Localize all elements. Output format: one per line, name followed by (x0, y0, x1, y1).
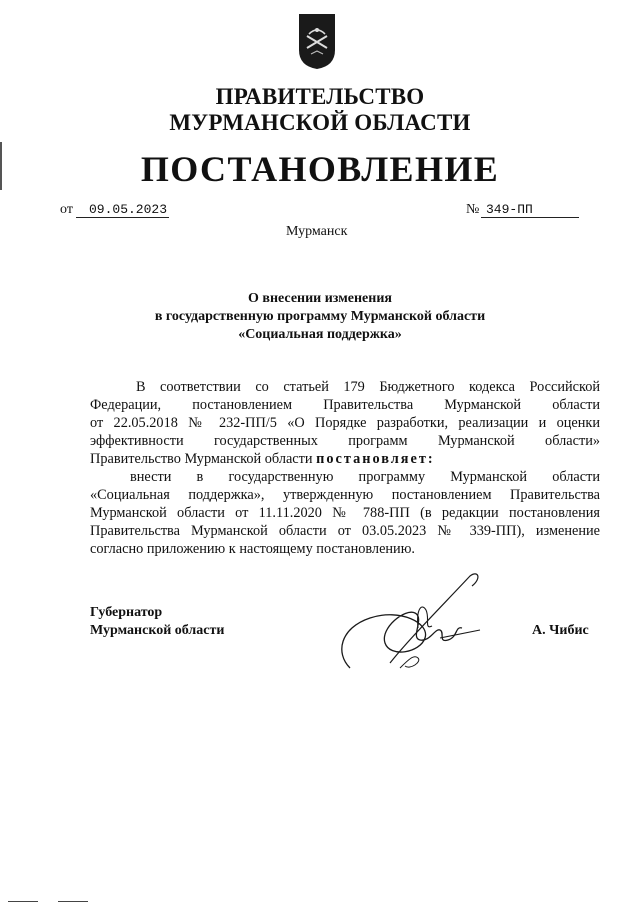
body-line: Федерации, постановлением Правительства Мурманской области (90, 397, 600, 413)
org-name-line2: МУРМАНСКОЙ ОБЛАСТИ (169, 110, 471, 135)
signer-name: А. Чибис (532, 623, 589, 638)
number-underline (481, 217, 579, 218)
body-line-decree (90, 450, 435, 468)
date-prefix: от (60, 202, 73, 217)
city: Мурманск (286, 224, 348, 239)
body-line: внести в государственную программу Мурманской области (130, 469, 600, 485)
body-line: Мурманской области от 11.11.2020 № 788-ПП (в редакции постановления (90, 505, 600, 521)
signer-position-line2: Мурманской области (90, 623, 225, 638)
scan-edge-mark (0, 142, 2, 190)
coat-of-arms-icon (297, 12, 337, 70)
footer-rule (58, 901, 88, 902)
body-line: согласно приложению к настоящему постановлению. (90, 541, 415, 557)
body-line: Правительства Мурманской области от 03.05.2023 № 339-ПП), изменение (90, 523, 600, 539)
decree-keyword: постановляет: (316, 451, 435, 467)
handwritten-signature-icon (330, 568, 490, 678)
document-date: 09.05.2023 (89, 202, 168, 217)
doc-title-line2: в государственную программу Мурманской области (154, 309, 486, 324)
body-line: от 22.05.2018 № 232-ПП/5 «О Порядке разработки, реализации и оценки (90, 415, 600, 431)
body-text: Правительство Мурманской области (90, 451, 313, 467)
footer-rule (8, 901, 38, 902)
doc-title-line1: О внесении изменения (248, 291, 392, 306)
doc-title-line3: «Социальная поддержка» (238, 327, 402, 342)
document-number: 349-ПП (486, 202, 533, 217)
body-line: В соответствии со статьей 179 Бюджетного кодекса Российской (136, 379, 600, 395)
document-type: ПОСТАНОВЛЕНИЕ (140, 149, 500, 189)
signer-position-line1: Губернатор (90, 605, 163, 620)
date-underline (76, 217, 169, 218)
body-line: эффективности государственных программ Мурманской области» (90, 433, 600, 449)
org-name-line1: ПРАВИТЕЛЬСТВО (215, 84, 425, 109)
number-prefix: № (466, 202, 480, 217)
body-line: «Социальная поддержка», утвержденную постановлением Правительства (90, 487, 600, 503)
